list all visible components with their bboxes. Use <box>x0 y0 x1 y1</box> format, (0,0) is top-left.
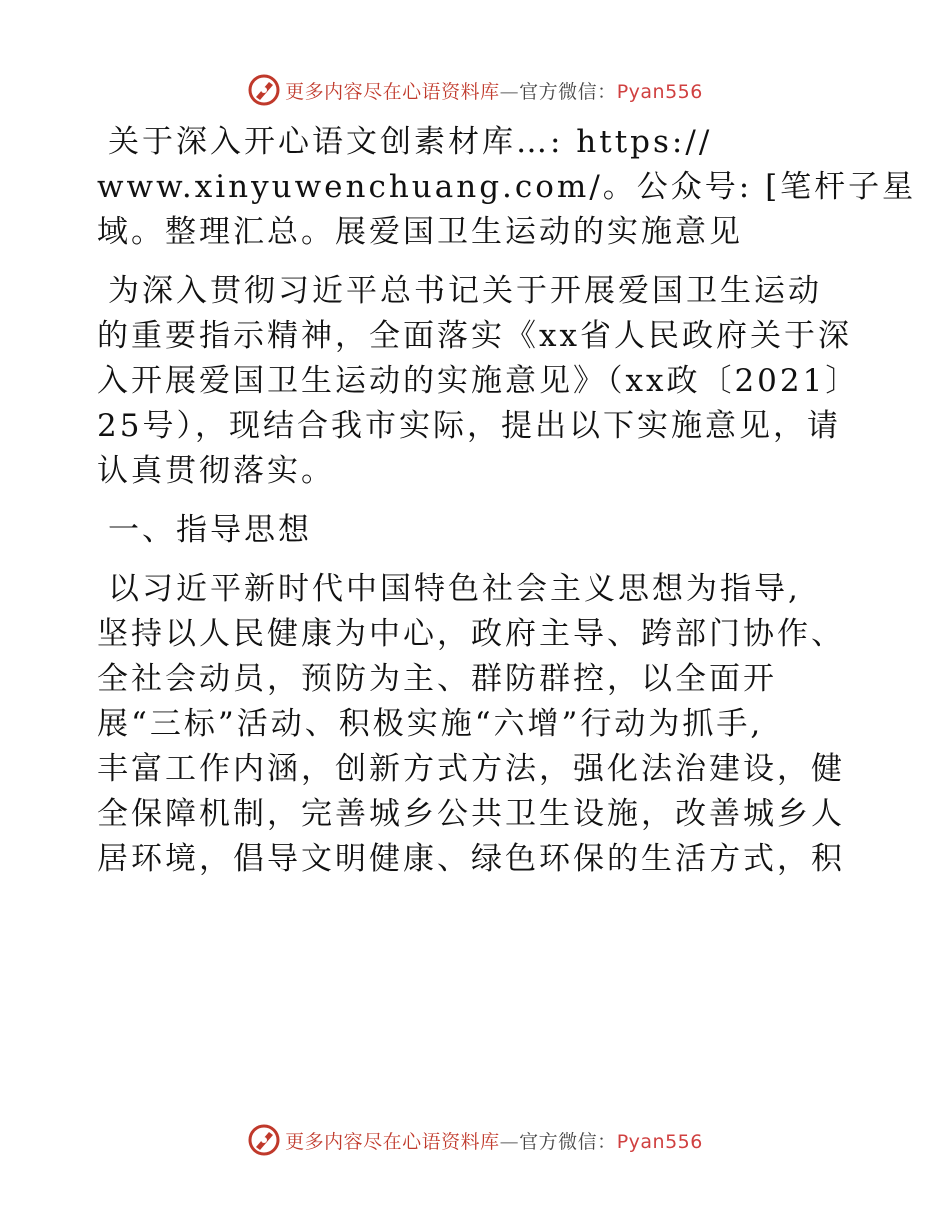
pen-logo-icon <box>247 73 281 107</box>
document-body <box>97 120 917 896</box>
text-line: 认真贯彻落实。 <box>97 453 335 489</box>
paragraph-intro-cont <box>97 165 917 255</box>
text-line: www.xinyuwenchuang.com/。公众号: [笔杆子星 <box>97 169 917 205</box>
text-line: 入开展爱国卫生运动的实施意见》（xx政〔2021〕 <box>97 363 860 399</box>
section-heading <box>97 508 867 553</box>
pen-logo-icon <box>247 1123 281 1157</box>
header-watermark <box>0 70 950 110</box>
paragraph-intro <box>97 120 867 165</box>
text-line: 丰富工作内涵，创新方式方法，强化法治建设，健 <box>97 751 845 787</box>
text-line: 25号），现结合我市实际，提出以下实施意见，请 <box>97 408 841 444</box>
text-line: 的重要指示精神，全面落实《xx省人民政府关于深 <box>97 318 852 354</box>
text-line: 关于深入开心语文创素材库…: https:// <box>108 124 713 160</box>
text-line: 坚持以人民健康为中心，政府主导、跨部门协作、 <box>97 616 845 652</box>
text-line: 域。整理汇总。展爱国卫生运动的实施意见 <box>97 214 743 250</box>
text-line: 居环境，倡导文明健康、绿色环保的生活方式，积 <box>97 841 845 877</box>
watermark-text: 更多内容尽在心语资料库—官方微信：Pyan556 <box>285 80 703 103</box>
heading-guiding-ideology: 一、指导思想 <box>108 512 312 548</box>
footer-watermark <box>0 1120 950 1160</box>
paragraph-guiding <box>97 567 867 882</box>
text-line: 全保障机制，完善城乡公共卫生设施，改善城乡人 <box>97 796 845 832</box>
text-line: 展“三标”活动、积极实施“六增”行动为抓手, <box>97 706 764 742</box>
paragraph-preamble <box>97 269 867 494</box>
text-line: 以习近平新时代中国特色社会主义思想为指导, <box>108 571 801 607</box>
text-line: 全社会动员，预防为主、群防群控，以全面开 <box>97 661 777 697</box>
watermark-text: 更多内容尽在心语资料库—官方微信：Pyan556 <box>285 1130 703 1153</box>
text-line: 为深入贯彻习近平总书记关于开展爱国卫生运动 <box>108 273 822 309</box>
